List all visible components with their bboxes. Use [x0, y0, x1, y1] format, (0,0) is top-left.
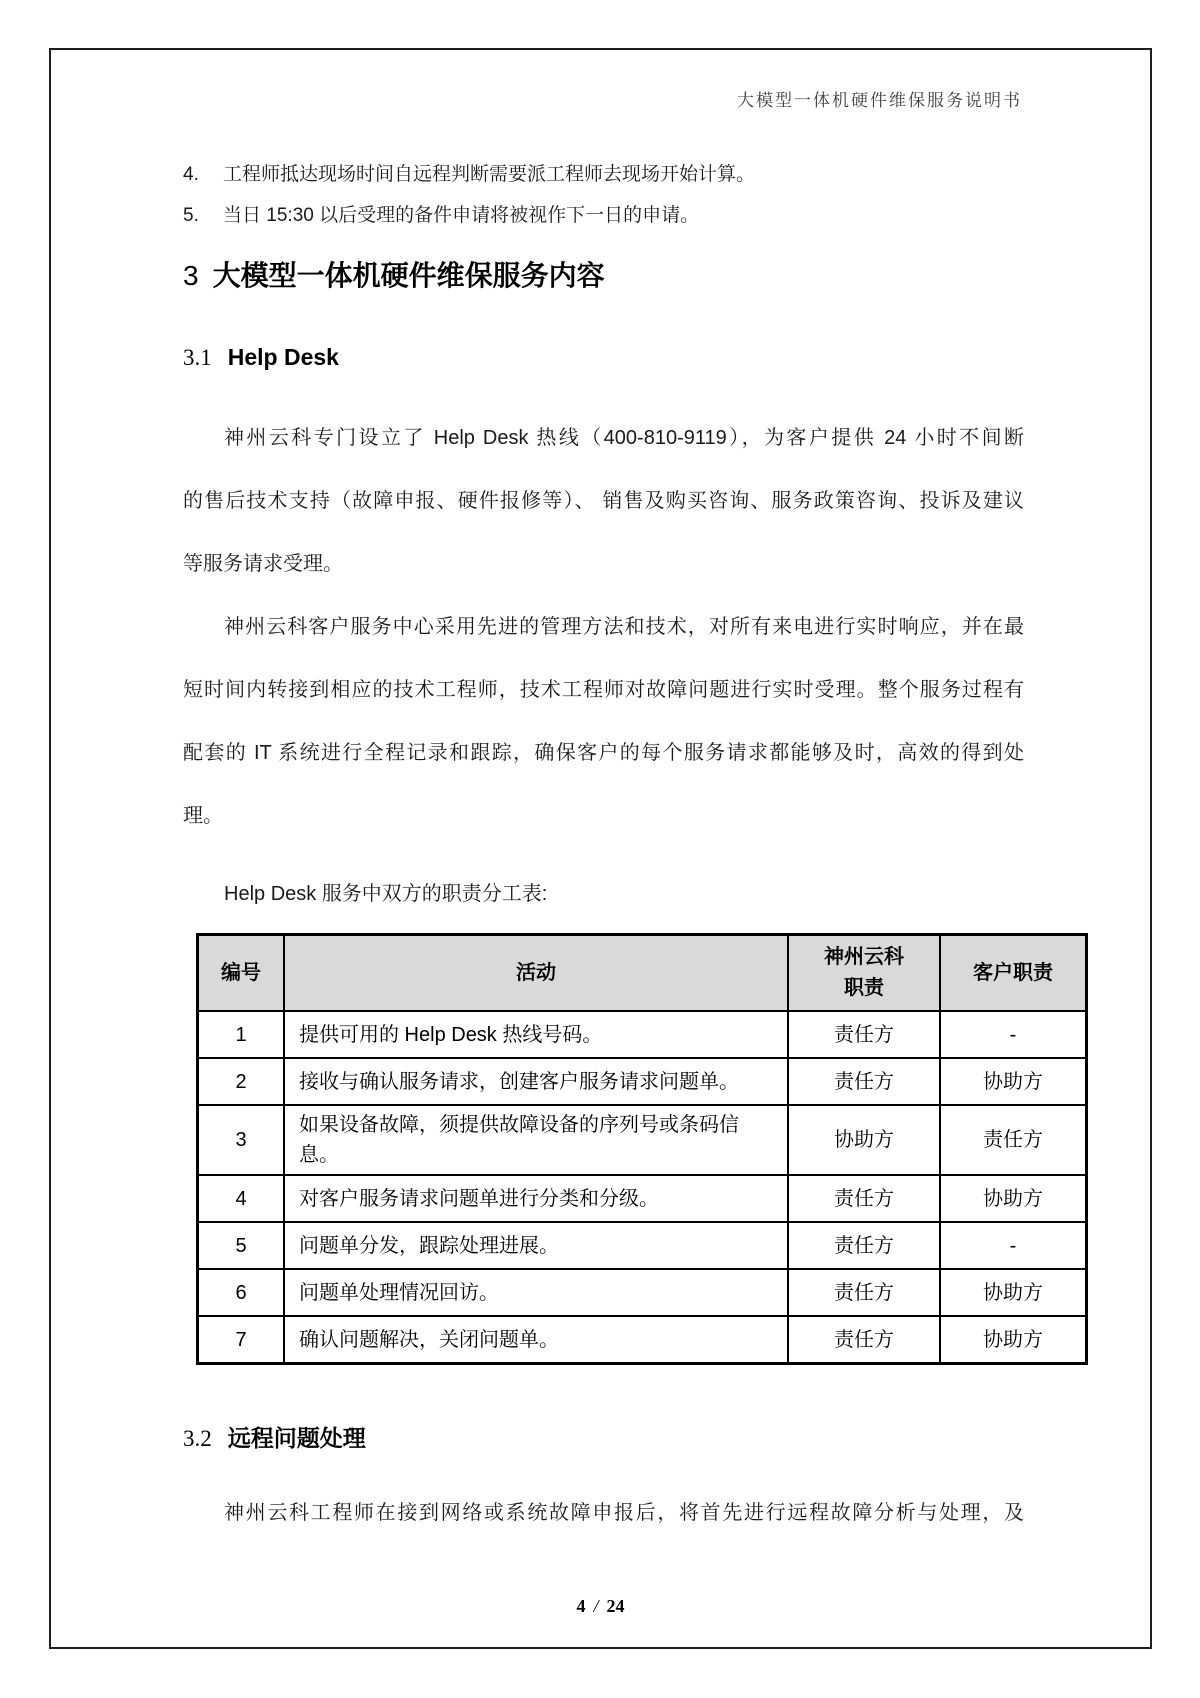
subsection-heading-3-1 [183, 340, 1024, 375]
cell-activity: 问题单分发，跟踪处理进展。 [284, 1222, 788, 1269]
cell-activity: 接收与确认服务请求，创建客户服务请求问题单。 [284, 1058, 788, 1105]
cell-customer-duty: 协助方 [940, 1316, 1087, 1364]
paragraph-helpdesk-intro [183, 407, 1024, 596]
list-item-text: 当日 15:30 以后受理的备件申请将被视作下一日的申请。 [223, 205, 700, 226]
cell-activity: 提供可用的 Help Desk 热线号码。 [284, 1011, 788, 1058]
section-number: 3 [183, 260, 199, 291]
cell-number: 2 [198, 1058, 285, 1105]
paragraph-line: 配套的 IT 系统进行全程记录和跟踪，确保客户的每个服务请求都能够及时，高效的得到处 [183, 742, 1024, 764]
cell-activity: 如果设备故障，须提供故障设备的序列号或条码信息。 [284, 1105, 788, 1175]
cell-activity: 问题单处理情况回访。 [284, 1269, 788, 1316]
cell-vendor-duty: 责任方 [788, 1269, 940, 1316]
table-row [198, 1269, 1087, 1316]
paragraph-line: 神州云科工程师在接到网络或系统故障申报后，将首先进行远程故障分析与处理，及 [224, 1502, 1024, 1524]
paragraph-line: 神州云科客户服务中心采用先进的管理方法和技术，对所有来电进行实时响应，并在最 [224, 616, 1024, 638]
subsection-number: 3.2 [183, 1426, 212, 1451]
header-cell-activity: 活动 [284, 935, 788, 1012]
cell-customer-duty: - [940, 1011, 1087, 1058]
list-item [183, 154, 1024, 195]
paragraph-remote-handling [183, 1482, 1024, 1545]
numbered-list [183, 154, 1024, 236]
section-heading-3 [183, 258, 1024, 294]
table-header-row [198, 935, 1087, 1012]
cell-customer-duty: 责任方 [940, 1105, 1087, 1175]
running-header: 大模型一体机硬件维保服务说明书 [737, 91, 1022, 110]
cell-vendor-duty: 责任方 [788, 1011, 940, 1058]
page-number-separator: / [593, 1596, 599, 1616]
header-cell-number: 编号 [198, 935, 285, 1012]
table-row [198, 1175, 1087, 1222]
list-item-number: 4. [183, 164, 199, 185]
paragraph-line: 神州云科专门设立了 Help Desk 热线（400-810-9119），为客户提供 24 小时不间断 [224, 427, 1024, 449]
cell-customer-duty: - [940, 1222, 1087, 1269]
list-item-text: 工程师抵达现场时间自远程判断需要派工程师去现场开始计算。 [223, 164, 756, 185]
cell-activity: 对客户服务请求问题单进行分类和分级。 [284, 1175, 788, 1222]
table-row [198, 1058, 1087, 1105]
cell-number: 1 [198, 1011, 285, 1058]
page-number-footer [51, 1596, 1150, 1617]
paragraph-line: 短时间内转接到相应的技术工程师，技术工程师对故障问题进行实时受理。整个服务过程有 [183, 679, 1024, 701]
responsibilities-table [196, 933, 1088, 1365]
cell-vendor-duty: 责任方 [788, 1316, 940, 1364]
cell-vendor-duty: 责任方 [788, 1175, 940, 1222]
cell-activity: 确认问题解决，关闭问题单。 [284, 1316, 788, 1364]
cell-customer-duty: 协助方 [940, 1269, 1087, 1316]
list-item [183, 195, 1024, 236]
cell-vendor-duty: 责任方 [788, 1058, 940, 1105]
cell-customer-duty: 协助方 [940, 1058, 1087, 1105]
cell-number: 6 [198, 1269, 285, 1316]
header-cell-vendor-duty-text: 神州云科职责 [824, 946, 904, 999]
paragraph-line: 理。 [183, 805, 223, 827]
cell-vendor-duty: 责任方 [788, 1222, 940, 1269]
cell-customer-duty: 协助方 [940, 1175, 1087, 1222]
table-row [198, 1222, 1087, 1269]
paragraph-service-center [183, 596, 1024, 848]
page-number-current: 4 [576, 1596, 586, 1616]
cell-vendor-duty: 协助方 [788, 1105, 940, 1175]
table-row [198, 1011, 1087, 1058]
cell-number: 7 [198, 1316, 285, 1364]
header-cell-vendor-duty [788, 935, 940, 1012]
paragraph-line: 等服务请求受理。 [183, 553, 343, 575]
subsection-title: Help Desk [227, 344, 339, 370]
page-border-frame [49, 48, 1152, 1649]
cell-number: 5 [198, 1222, 285, 1269]
paragraph-line: 的售后技术支持（故障申报、硬件报修等）、 销售及购买咨询、服务政策咨询、投诉及建议 [183, 490, 1024, 512]
table-row [198, 1105, 1087, 1175]
table-intro-line: Help Desk 服务中双方的职责分工表: [224, 883, 548, 905]
subsection-number: 3.1 [183, 345, 212, 370]
cell-number: 4 [198, 1175, 285, 1222]
subsection-title: 远程问题处理 [227, 1425, 366, 1451]
section-title: 大模型一体机硬件维保服务内容 [212, 260, 605, 291]
header-cell-customer-duty: 客户职责 [940, 935, 1087, 1012]
subsection-heading-3-2 [183, 1421, 1024, 1456]
page-number-total: 24 [606, 1596, 625, 1616]
list-item-number: 5. [183, 205, 199, 226]
cell-number: 3 [198, 1105, 285, 1175]
table-row [198, 1316, 1087, 1364]
